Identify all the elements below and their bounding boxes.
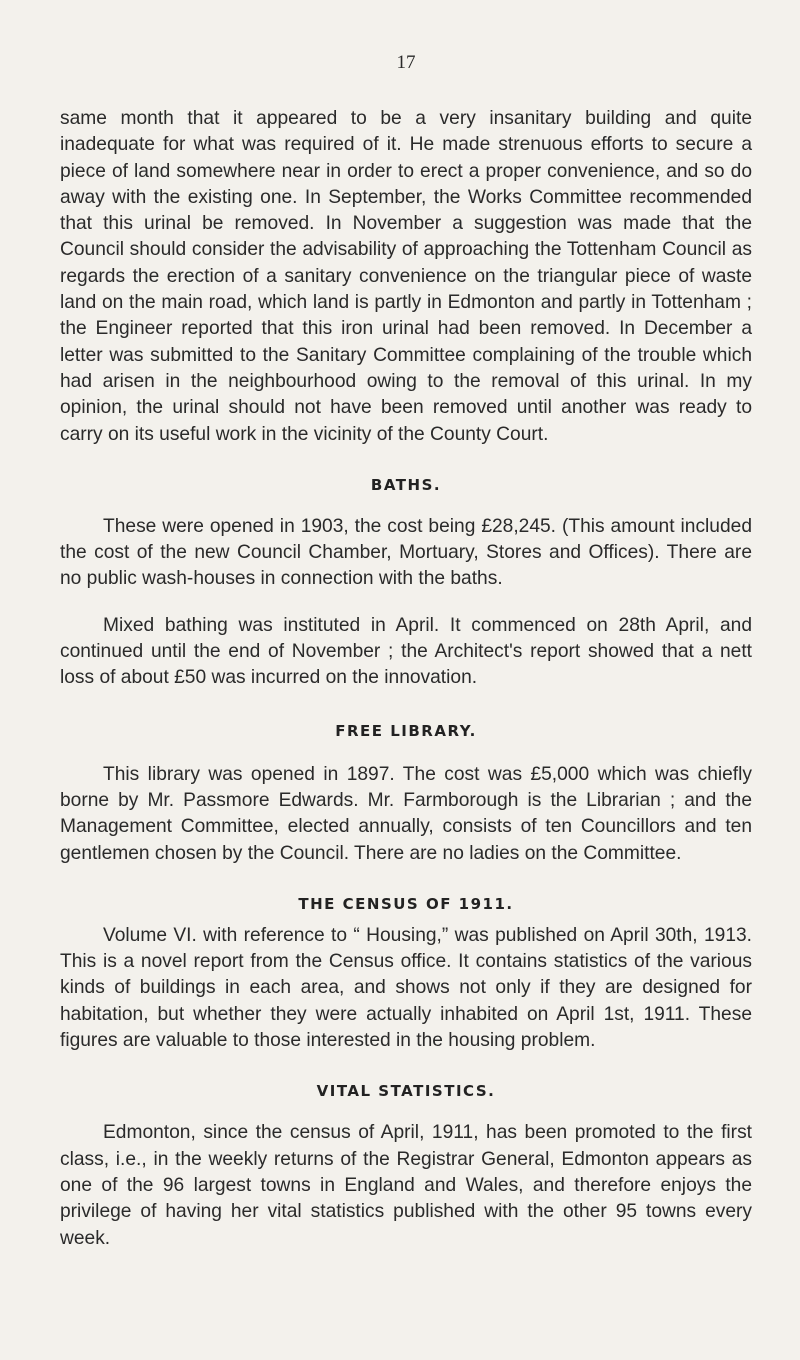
free-library-heading: FREE LIBRARY. [335,721,477,740]
free-library-paragraph: This library was opened in 1897. The cost was £5,000 which was chiefly borne by Mr. Passmore Edwards. Mr. Farmborough is the Librarian ; and the Management Committee, elected annually, consists of ten Councillors and ten gentlemen chosen by the Council. There are no ladies on the Committee. [60,763,752,864]
census-heading: THE CENSUS OF 1911. [298,894,514,913]
baths-heading: BATHS. [370,475,442,494]
census-paragraph: Volume VI. with reference to “ Housing,” was published on April 30th, 1913. This is a novel report from the Census office. It contains statistics of the various kinds of buildings in each area, and shows not only if they are designed for habitation, but whether they were actually inhabited on April 1st, 1911. These figures are valuable to those interested in the housing problem. [60,924,752,1052]
baths-paragraph-1: These were opened in 1903, the cost being £28,245. (This amount included the cost of the new Council Chamber, Mortuary, Stores and Offices). There are no public wash-houses in connection with the baths. [60,515,752,590]
vital-statistics-heading: VITAL STATISTICS. [316,1082,496,1101]
intro-paragraph: same month that it appeared to be a very insanitary building and quite inadequate for what was required of it. He made strenuous efforts to secure a piece of land somewhere near in order to erect a proper convenience, and so do away with the existing one. In September, the Works Committee recommended that this urinal be removed. In November a suggestion was made that the Council should consider the advisability of approaching the Tottenham Council as regards the erection of a sanitary convenience on the triangular piece of waste land on the main road, which land is partly in Edmonton and partly in Tottenham ; the Engineer reported that this iron urinal had been removed. In December a letter was submitted to the Sanitary Committee complaining of the trouble which had arisen in the neighbourhood owing to the removal of this urinal. In my opinion, the urinal should not have been removed until another was ready to carry on its useful work in the vicinity of the County Court. [60,108,752,445]
vital-statistics-paragraph: Edmonton, since the census of April, 1911, has been promoted to the first class, i.e., in the weekly returns of the Registrar General, Edmonton appears as one of the 96 largest towns in England and Wales, and therefore enjoys the privilege of having her vital statistics published with the other 95 towns every week. [60,1122,752,1249]
page-number: 17 [396,52,416,73]
baths-paragraph-2: Mixed bathing was instituted in April. It commenced on 28th April, and continued until the end of November ; the Architect's report showed that a nett loss of about £50 was incurred on the innovation. [60,614,752,689]
